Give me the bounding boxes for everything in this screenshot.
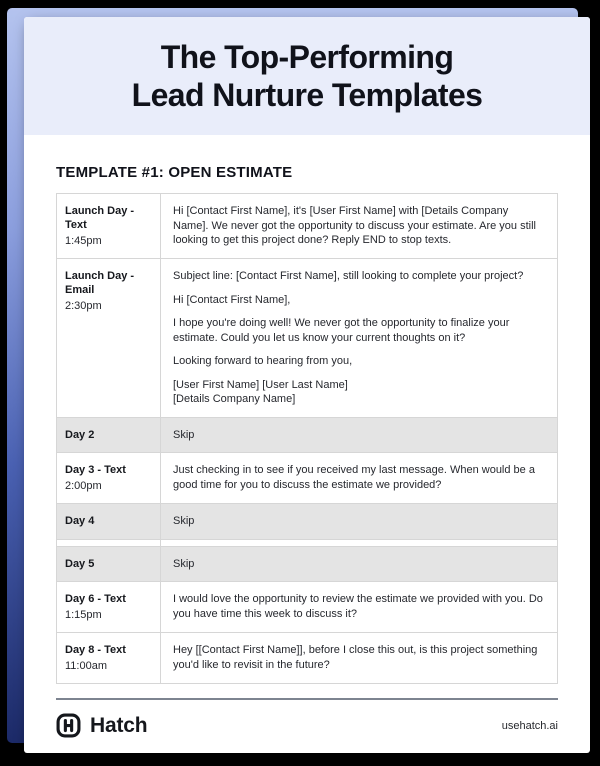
message-paragraph: I hope you're doing well! We never got the opportunity to finalize your estimate. Could you let us know your current thoughts on it?: [173, 317, 510, 344]
row-label: Day 5: [65, 557, 95, 570]
table-row: [57, 632, 557, 683]
row-content-cell: [161, 547, 557, 582]
table-row: [57, 452, 557, 503]
message-paragraph: I would love the opportunity to review the estimate we provided with you. Do you have time this week to discuss it?: [173, 593, 543, 620]
row-label-cell: [57, 259, 161, 417]
row-label: Day 3 - Text: [65, 464, 126, 476]
row-label-cell: [57, 453, 161, 503]
row-content-cell: [161, 504, 557, 539]
row-label-cell: [57, 547, 161, 582]
message-paragraph: Skip: [173, 428, 195, 441]
row-label: Launch Day - Text: [65, 205, 135, 231]
page-title-line-2: Lead Nurture Templates: [131, 77, 483, 113]
row-label: Day 2: [65, 428, 95, 441]
row-content-cell: [161, 582, 557, 632]
message-paragraph: [User First Name] [User Last Name] [Details Company Name]: [173, 378, 348, 405]
row-label-cell: [57, 633, 161, 683]
row-time: 11:00am: [65, 660, 107, 672]
page-content: [24, 135, 590, 698]
header-band: [24, 17, 590, 135]
page-title: [132, 38, 483, 114]
template-table: [56, 193, 558, 684]
row-label: Day 4: [65, 515, 95, 527]
row-content-cell: [161, 453, 557, 503]
row-label: Day 6 - Text: [65, 593, 126, 605]
page-footer: [24, 698, 590, 753]
brand-lockup: [56, 713, 147, 738]
row-time: 1:15pm: [65, 609, 102, 621]
row-label-cell: [57, 504, 161, 539]
message-paragraph: Just checking in to see if you received my last message. When would be a good time for you to discuss the estimate we provided?: [173, 464, 535, 491]
message-paragraph: Skip: [173, 515, 195, 527]
row-label: Day 8 - Text: [65, 644, 126, 656]
row-time: 1:45pm: [65, 235, 102, 247]
row-content-cell: [161, 194, 557, 258]
row-label-cell: [57, 418, 161, 453]
row-time: 2:30pm: [65, 300, 102, 312]
row-label: Launch Day - Email: [65, 270, 135, 296]
row-label-cell: [57, 194, 161, 258]
table-row: [57, 546, 557, 582]
table-row: [57, 417, 557, 453]
table-row: [57, 258, 557, 417]
brand-name: Hatch: [90, 713, 148, 737]
table-row: [57, 503, 557, 539]
row-content-cell: [161, 259, 557, 417]
row-time: 2:00pm: [65, 480, 102, 492]
row-content-cell: [161, 418, 557, 453]
page-title-line-1: The Top-Performing: [160, 39, 454, 75]
page-card: [24, 17, 590, 753]
site-url: usehatch.ai: [501, 719, 558, 732]
row-label-cell: [57, 582, 161, 632]
message-paragraph: Subject line: [Contact First Name], still looking to complete your project?: [173, 270, 524, 282]
message-paragraph: Hi [Contact First Name],: [173, 293, 291, 306]
message-paragraph: Skip: [173, 557, 195, 570]
table-row: [57, 581, 557, 632]
row-content-cell: [161, 633, 557, 683]
section-title: TEMPLATE #1: OPEN ESTIMATE: [56, 164, 293, 181]
row-gap-spacer: [57, 539, 557, 546]
message-paragraph: Hey [[Contact First Name]], before I close this out, is this project something you'd like to revisit in the future?: [173, 644, 538, 671]
hatch-logo-icon: [56, 713, 81, 738]
table-row: [57, 194, 557, 258]
message-paragraph: Looking forward to hearing from you,: [173, 355, 353, 367]
footer-row: [56, 700, 558, 753]
message-paragraph: Hi [Contact First Name], it's [User First Name] with [Details Company Name]. We never got the opportunity to discuss your estimate. Are you still looking to get this project done? Reply END to stop texts.: [173, 205, 536, 246]
